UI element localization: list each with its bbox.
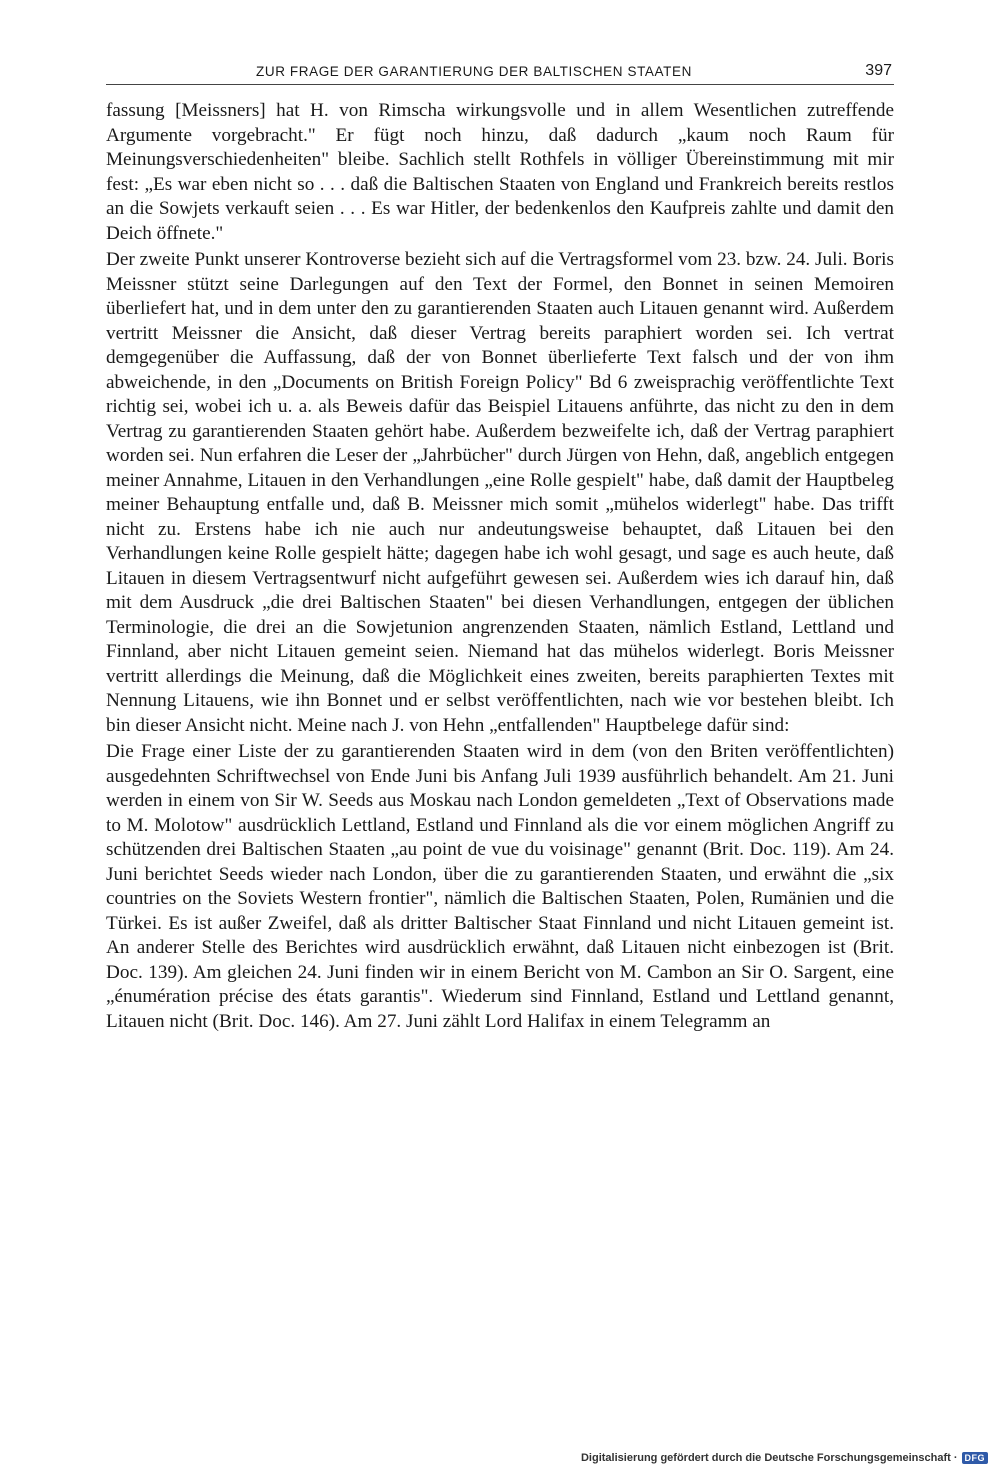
page-number: 397 [865, 62, 892, 79]
paragraph-1: fassung [Meissners] hat H. von Rimscha wirkungsvolle und in allem Wesentlichen zutreffende Argumente vorgebracht." Er fügt noch hinzu, daß dadurch „kaum noch Raum für Meinungsverschiedenheiten" bleibe. Sachlich stellt Rothfels in völliger Übereinstimmung mit mir fest: „Es war eben nicht so . . . daß die Baltischen Staaten von England und Frankreich bereits restlos an die Sowjets verkauft seien . . . Es war Hitler, der bedenkenlos den Kaufpreis zahlte und damit den Deich öffnete." [106, 100, 894, 244]
credit-text: Digitalisierung gefördert durch die Deutsche Forschungsgemeinschaft · [580, 1452, 958, 1464]
running-head: ZUR FRAGE DER GARANTIERUNG DER BALTISCHEN STAATEN [256, 64, 692, 79]
paragraph-2: Der zweite Punkt unserer Kontroverse bezieht sich auf die Vertragsformel vom 23. bzw. 24. Juli. Boris Meissner stützt seine Darlegungen auf den Text der Formel, den Bonnet in seinen Memoiren überliefert hat, und in dem unter den zu garantierenden Staaten auch Litauen genannt wird. Außerdem vertritt Meissner die Ansicht, daß dieser Vertrag bereits paraphiert worden sei. Ich vertrat demgegenüber die Auffassung, daß der von Bonnet überlieferte Text falsch und der von ihm abweichende, in den „Documents on British Foreign Policy" Bd 6 zweisprachig veröffentlichte Text richtig sei, wobei ich u. a. als Beweis dafür das Beispiel Litauens anführte, das nicht zu den in dem Vertrag zu garantierenden Staaten gehört habe. Außerdem bezweifelte ich, daß der Vertrag paraphiert worden sei. Nun erfahren die Leser der „Jahrbücher" durch Jürgen von Hehn, daß, angeblich entgegen meiner Annahme, Litauen in den Verhandlungen „eine Rolle gespielt" habe, daß damit der Hauptbeleg meiner Behauptung entfalle und, daß B. Meissner mich somit „mühelos widerlegt" habe. Das trifft nicht zu. Erstens habe ich nie auch nur andeutungsweise behauptet, daß Litauen bei den Verhandlungen keine Rolle gespielt hätte; dagegen habe ich wohl gesagt, und sage es auch heute, daß Litauen in diesem Vertragsentwurf nicht aufgeführt gewesen sei. Außerdem wies ich darauf hin, daß mit dem Ausdruck „die drei Baltischen Staaten" bei diesen Verhandlungen, entgegen der üblichen Terminologie, die drei an die Sowjetunion angrenzenden Staaten, nämlich Estland, Lettland und Finnland, aber nicht Litauen gemeint seien. Niemand hat das mühelos widerlegt. Boris Meissner vertritt allerdings die Meinung, daß die Möglichkeit eines zweiten, bereits paraphierten Textes mit Nennung Litauens, wie ihn Bonnet und er selbst veröffentlichten, nach wie vor bestehen bleibt. Ich bin dieser Ansicht nicht. Meine nach J. von Hehn „entfallenden" Hauptbelege dafür sind: [106, 249, 894, 736]
digitization-credit [581, 1452, 988, 1464]
paragraph-3: Die Frage einer Liste der zu garantierenden Staaten wird in dem (von den Briten veröffentlichten) ausgedehnten Schriftwechsel von Ende Juni bis Anfang Juli 1939 ausführlich behandelt. Am 21. Juni werden in einem von Sir W. Seeds aus Moskau nach London gemeldeten „Text of Observations made to M. Molotow" ausdrücklich Lettland, Estland und Finnland als die vor einem möglichen Angriff zu schützenden drei Baltischen Staaten „au point de vue du voisinage" genannt (Brit. Doc. 119). Am 24. Juni berichtet Seeds wieder nach London, über die zu garantierenden Staaten, und erwähnt die „six countries on the Soviets Western frontier", nämlich die Baltischen Staaten, Polen, Rumänien und die Türkei. Es ist außer Zweifel, daß als dritter Baltischer Staat Finnland und nicht Litauen gemeint ist. An anderer Stelle des Berichtes wird ausdrücklich erwähnt, daß Litauen nicht einbezogen ist (Brit. Doc. 139). Am gleichen 24. Juni finden wir in einem Bericht von M. Cambon an Sir O. Sargent, eine „énumération précise des états garantis". Wiederum sind Finnland, Estland und Lettland genannt, Litauen nicht (Brit. Doc. 146). Am 27. Juni zählt Lord Halifax in einem Telegramm an [106, 741, 894, 1032]
page-header [106, 62, 894, 85]
document-page [106, 62, 894, 1036]
body-text [106, 99, 894, 1034]
dfg-logo-icon: DFG [962, 1452, 989, 1464]
